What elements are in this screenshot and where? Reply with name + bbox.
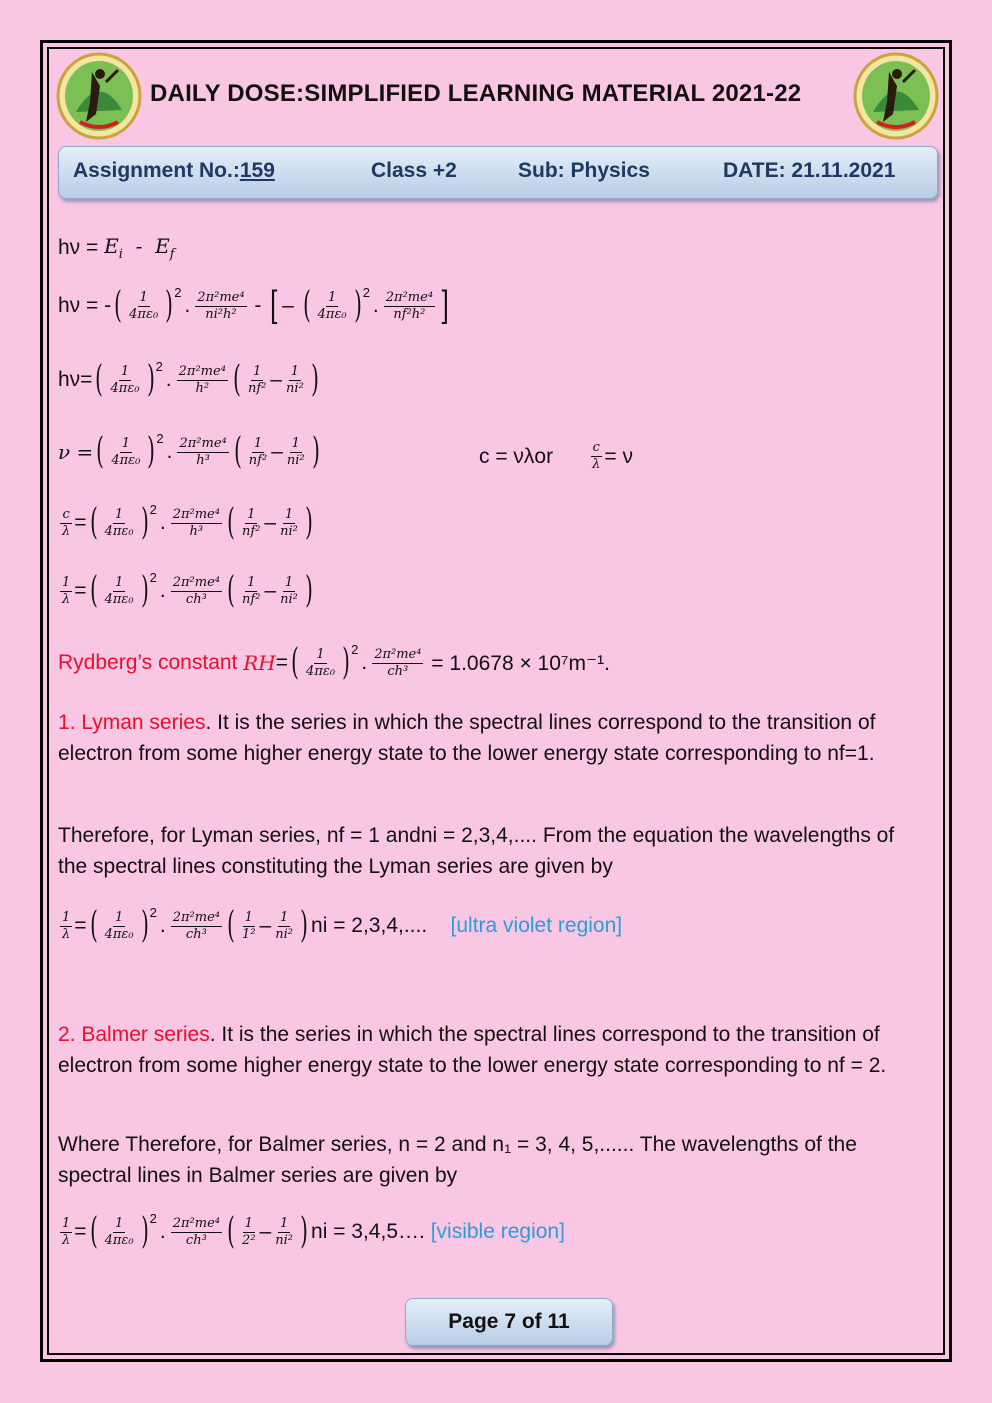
equation-5: $\frac{c}{\lambda}$ = ( $\frac{1}{\text{4πε₀}}$ ) 2 . $\frac{\text{2π²me⁴}}{\text{h³}}$ ( $\frac{1}{\text{nf²}}$ – $\frac{1}{\text{ni²}}$ ) bbox=[62, 501, 313, 543]
assignment-info-bar bbox=[58, 146, 938, 199]
page-title: DAILY DOSE:SIMPLIFIED LEARNING MATERIAL 2021-22 bbox=[150, 80, 802, 107]
balmer-region: [visible region] bbox=[430, 1220, 565, 1243]
equation-3: hν= ( $\frac{1}{\text{4πε₀}}$ ) 2 . $\frac{\text{2π²me⁴}}{\text{h²}}$ ( $\frac{1}{\text{nf²}}$ – $\frac{1}{\text{ni²}}$ ) bbox=[58, 358, 319, 400]
equation-2: hν = - ( $\frac{1}{\text{4πε₀}}$ ) 2 . $\frac{\text{2π²me⁴}}{\text{ni²h²}}$ - [ – ( $\frac{1}{\text{4πε₀}}$ ) 2 . $\frac{\text{2π²me⁴}}{\text{nf²h²}}$ ] bbox=[58, 284, 449, 328]
class-label: Class +2 bbox=[371, 159, 457, 182]
rydberg-constant: Rydberg’s constant RH = ( $\frac{1}{\text{4πε₀}}$ ) 2 . $\frac{\text{2π²me⁴}}{\text{ch³}}$ = 1.0678 × 10⁷m⁻¹. bbox=[58, 641, 610, 683]
equation-4: ν = ( $\frac{1}{\text{4πε₀}}$ ) 2 . $\frac{\text{2π²me⁴}}{\text{h³}}$ ( $\frac{1}{\text{nf²}}$ – $\frac{1}{\text{ni²}}$ ) bbox=[58, 430, 320, 472]
subject-label: Sub: Physics bbox=[518, 159, 650, 182]
balmer-paragraph-2: Where Therefore, for Balmer series, n = 2 and n₁ = 3, 4, 5,...... The wavelengths of the spectral lines in Balmer series are given by bbox=[58, 1133, 857, 1187]
lyman-heading: 1. Lyman series bbox=[58, 711, 206, 734]
balmer-paragraph-1: 2. Balmer series. It is the series in which the spectral lines correspond to the transition of electron from some higher energy state to the lower energy state corresponding to nf = 2. bbox=[58, 1023, 887, 1077]
lyman-paragraph-1: 1. Lyman series. It is the series in which the spectral lines correspond to the transition of electron from some higher energy state to the lower energy state corresponding to nf=1. bbox=[58, 711, 876, 765]
equation-1: hν = $E_i - E_f$ bbox=[58, 234, 175, 262]
assignment-number: 159 bbox=[239, 159, 275, 182]
school-logo-right bbox=[853, 52, 939, 140]
school-logo-left bbox=[56, 52, 142, 140]
lyman-paragraph-2: Therefore, for Lyman series, nf = 1 andni = 2,3,4,.... From the equation the wavelengths of the spectral lines constituting the Lyman series are given by bbox=[58, 824, 895, 878]
lyman-region: [ultra violet region] bbox=[450, 914, 623, 937]
lyman-equation: $\frac{1}{\lambda}$ = ( $\frac{1}{\text{4πε₀}}$ ) 2 . $\frac{\text{2π²me⁴}}{\text{ch³}}$ ( $\frac{1}{\text{1²}}$ – $\frac{1}{\text{ni²}}$ ) ni = 2,3,4,.... [ultra violet region] bbox=[62, 904, 623, 946]
equation-6: $\frac{1}{\lambda}$ = ( $\frac{1}{\text{4πε₀}}$ ) 2 . $\frac{\text{2π²me⁴}}{\text{ch³}}$ ( $\frac{1}{\text{nf²}}$ – $\frac{1}{\text{ni²}}$ ) bbox=[62, 569, 313, 611]
assignment-label: Assignment No.:159 bbox=[73, 159, 275, 182]
date-label: DATE: 21.11.2021 bbox=[723, 159, 896, 182]
wave-relation: c = νλor $\frac{c}{\lambda}$ = ν bbox=[479, 440, 633, 472]
balmer-equation: $\frac{1}{\lambda}$ = ( $\frac{1}{\text{4πε₀}}$ ) 2 . $\frac{\text{2π²me⁴}}{\text{ch³}}$ ( $\frac{1}{\text{2²}}$ – $\frac{1}{\text{ni²}}$ ) ni = 3,4,5…. [visible region] bbox=[62, 1210, 565, 1252]
page-indicator: Page 7 of 11 bbox=[405, 1298, 613, 1346]
balmer-heading: 2. Balmer series bbox=[58, 1023, 210, 1046]
